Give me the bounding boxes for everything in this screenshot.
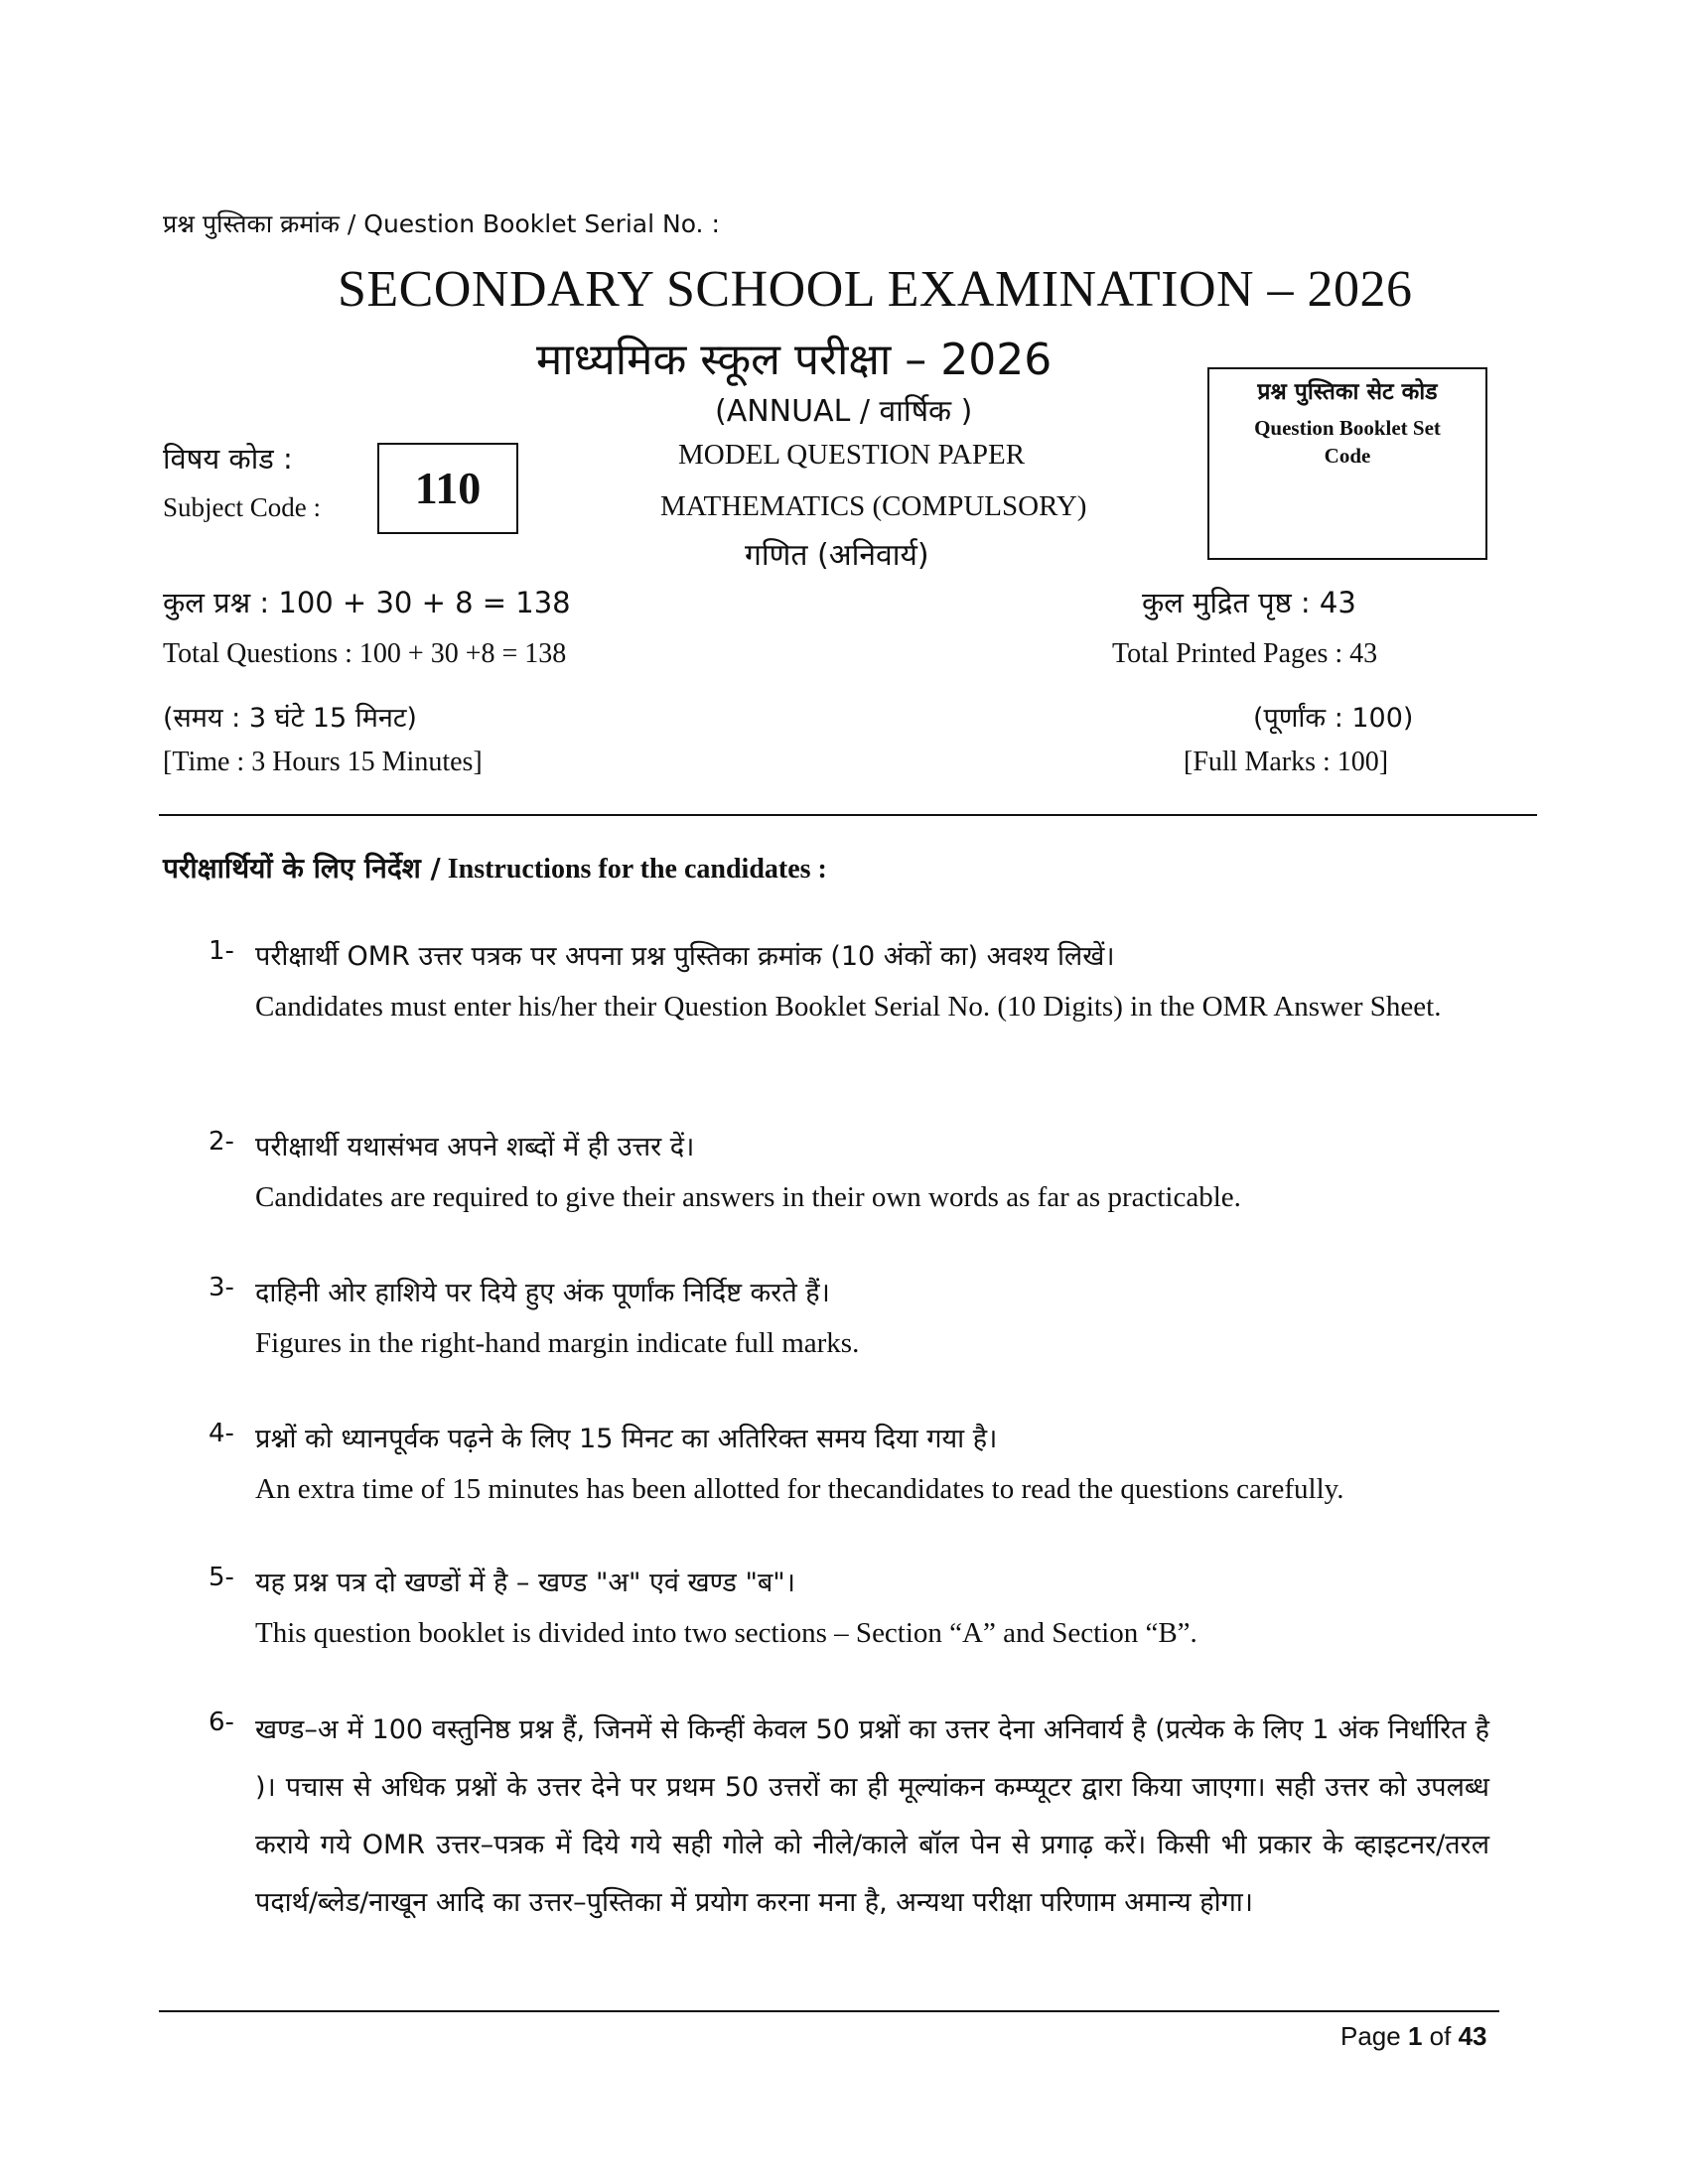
header-divider [159,814,1537,816]
subject-code-label-english: Subject Code : [163,492,321,522]
instructions-heading-hindi: परीक्षार्थियों के लिए निर्देश / [163,852,441,885]
page-word: Page [1340,2021,1401,2051]
total-questions-hindi: कुल प्रश्न : 100 + 30 + 8 = 138 [163,586,571,619]
instructions-heading-english: Instructions for the candidates : [447,854,827,885]
subject-name-english: MATHEMATICS (COMPULSORY) [660,490,1087,522]
page-number [1340,2021,1487,2052]
full-marks-english: [Full Marks : 100] [1184,747,1389,777]
instruction-number: 1- [209,936,234,966]
instruction-hindi: प्रश्नों को ध्यानपूर्वक पढ़ने के लिए 15 मिनट का अतिरिक्त समय दिया गया है। [255,1424,998,1454]
exam-type: (ANNUAL / वार्षिक ) [715,394,973,429]
set-code-label-english: Question Booklet Set Code [1254,416,1441,468]
time-english: [Time : 3 Hours 15 Minutes] [163,747,483,777]
instruction-number: 5- [209,1563,234,1592]
serial-number-line: प्रश्न पुस्तिका क्रमांक / Question Booklet Serial No. : [163,209,720,238]
instruction-english: An extra time of 15 minutes has been allotted for thecandidates to read the questions carefully. [255,1473,1344,1505]
instruction-number: 6- [209,1707,234,1737]
set-code-box [1207,367,1487,560]
subject-code-box: 110 [377,443,518,534]
instruction-hindi: दाहिनी ओर हाशिये पर दिये हुए अंक पूर्णांक निर्दिष्ट करते हैं। [255,1278,830,1308]
instruction-english: This question booklet is divided into two sections – Section “A” and Section “B”. [255,1617,1197,1649]
set-code-label-hindi: प्रश्न पुस्तिका सेट कोड [1257,379,1438,405]
page-current: 1 [1407,2021,1423,2051]
instruction-english: Candidates must enter his/her their Question Booklet Serial No. (10 Digits) in the OMR Answer Sheet. [255,991,1442,1023]
subject-code-label-hindi: विषय कोड : [163,442,293,476]
subject-name-hindi: गणित (अनिवार्य) [745,538,929,573]
instruction-english: Candidates are required to give their answers in their own words as far as practicable. [255,1181,1241,1213]
total-pages-hindi: कुल मुद्रित पृष्ठ : 43 [1142,586,1356,619]
instruction-hindi: खण्ड–अ में 100 वस्तुनिष्ठ प्रश्न हैं, जिनमें से किन्हीं केवल 50 प्रश्नों का उत्तर देना अनिवार्य है (प्रत्येक के लिए 1 अंक निर्धारित है )। पचास से अधिक प्रश्नों के उत्तर देने पर प्रथम 50 उत्तरों का ही मूल्यांकन कम्प्यूटर द्वारा किया जाएगा। सही उत्तर को उपलब्ध कराये गये OMR उत्तर–पत्रक में दिये गये सही गोले को नीले/काले बॉल पेन से प्रगाढ़ करें। किसी भी प्रकार के व्हाइटनर/तरल पदार्थ/ब्लेड/नाखून आदि का उत्तर–पुस्तिका में प्रयोग करना मना है, अन्यथा परीक्षा परिणाम अमान्य होगा। [255,1714,1489,1918]
instruction-hindi: परीक्षार्थी OMR उत्तर पत्रक पर अपना प्रश्न पुस्तिका क्रमांक (10 अंकों का) अवश्य लिखें। [255,941,1115,972]
page-total: 43 [1458,2021,1487,2051]
total-questions-english: Total Questions : 100 + 30 +8 = 138 [163,638,567,669]
instructions-heading [163,849,827,887]
instruction-number: 3- [209,1273,234,1302]
exam-title-english: SECONDARY SCHOOL EXAMINATION – 2026 [338,261,1413,318]
full-marks-hindi: (पूर्णांक : 100) [1253,703,1414,734]
instruction-hindi: यह प्रश्न पत्र दो खण्डों में है – खण्ड "अ" एवं खण्ड "ब"। [255,1568,795,1598]
instruction-number: 2- [209,1127,234,1157]
total-pages-english: Total Printed Pages : 43 [1112,638,1378,669]
footer-divider [159,2010,1499,2012]
exam-title-hindi: माध्यमिक स्कूल परीक्षा – 2026 [536,335,1053,385]
page-of: of [1429,2021,1452,2051]
instruction-number: 4- [209,1419,234,1448]
model-paper-label: MODEL QUESTION PAPER [678,439,1026,471]
time-hindi: (समय : 3 घंटे 15 मिनट) [163,703,417,734]
instruction-english: Figures in the right-hand margin indicate full marks. [255,1327,860,1359]
instruction-hindi: परीक्षार्थी यथासंभव अपने शब्दों में ही उत्तर दें। [255,1132,695,1162]
